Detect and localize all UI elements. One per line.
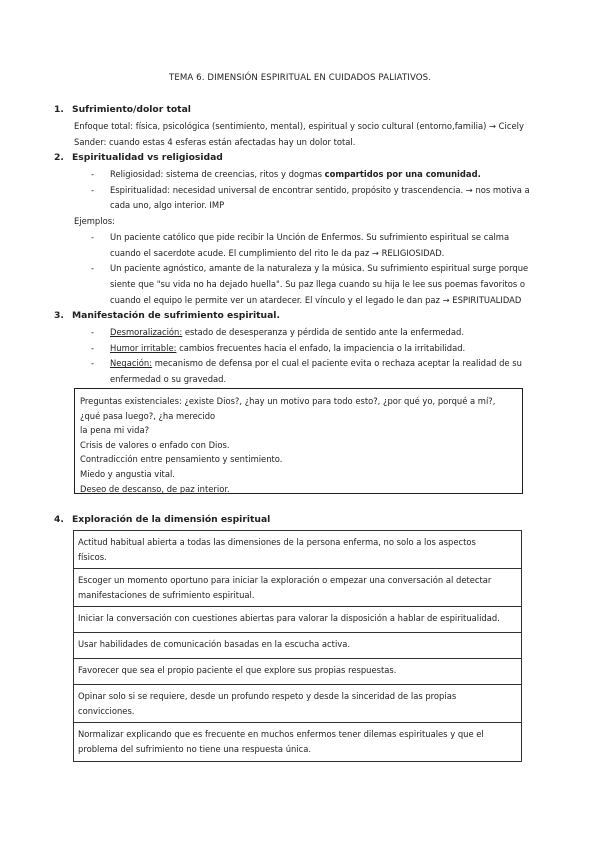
examples-label: Ejemplos:: [74, 216, 115, 227]
row-text: Normalizar explicando que es frecuente en muchos enfermos tener dilemas espirituales y que el: [78, 729, 484, 739]
bullet-text: Religiosidad: sistema de creencias, ritos y dogmas: [110, 169, 325, 179]
box-line: Deseo de descanso, de paz interior.: [80, 483, 230, 494]
bullet-text: mecanismo de defensa por el cual el paciente evita o rechaza aceptar la realidad de su: [152, 358, 522, 369]
bullet-text: Un paciente católico que pide recibir la Unción de Enfermos. Su sufrimiento espiritual se calma: [110, 231, 510, 242]
table-row: [74, 723, 521, 761]
bullet-text: cada uno, algo interior. IMP: [110, 200, 225, 211]
bullet-item: [50, 356, 560, 387]
table-row: [74, 531, 521, 569]
section-number: 4.: [54, 514, 64, 525]
dash-bullet-icon: -: [91, 358, 95, 369]
dash-bullet-icon: -: [91, 169, 95, 179]
bullet-text: enfermedad o su gravedad.: [110, 374, 227, 385]
section-number: 1.: [54, 104, 64, 115]
dash-bullet-icon: -: [91, 342, 95, 353]
row-text: Favorecer que sea el propio paciente el que explore sus propias respuestas.: [78, 665, 397, 675]
bullet-item: [50, 167, 560, 183]
exploration-table: [73, 530, 522, 762]
table-row: [74, 659, 521, 685]
box-line: Contradicción entre pensamiento y sentimiento.: [80, 454, 283, 465]
document-title: TEMA 6. DIMENSIÓN ESPIRITUAL EN CUIDADOS PALIATIVOS.: [168, 73, 432, 83]
bullet-text: cuando el equipo le permite ver un atardecer. El vínculo y el legado le dan paz → ESPIRITUALIDAD: [110, 294, 522, 305]
dash-bullet-icon: -: [91, 327, 95, 337]
existential-questions-box: [74, 388, 523, 494]
bullet-item: [50, 341, 560, 357]
row-text: problema del sufrimiento no tiene una respuesta única.: [78, 743, 312, 754]
dash-bullet-icon: -: [91, 184, 95, 195]
term-humor-irritable: Humor irritable:: [110, 342, 177, 353]
dash-bullet-icon: -: [91, 231, 95, 242]
box-line: Crisis de valores o enfado con Dios.: [80, 439, 230, 450]
heading-text: Sufrimiento/dolor total: [72, 104, 191, 115]
bullet-item: [50, 325, 560, 341]
term-negacion: Negación:: [110, 358, 153, 369]
row-text: Opinar solo si se requiere, desde un profundo respeto y desde la sinceridad de las propias: [78, 691, 457, 701]
section-1: [50, 103, 560, 150]
box-line: Preguntas existenciales: ¿existe Dios?, ¿hay un motivo para todo esto?, ¿por qué yo, porqué a mí?,: [80, 396, 496, 406]
bullet-bold-text: compartidos por una comunidad.: [324, 169, 481, 179]
table-row: [74, 569, 521, 607]
row-text: Escoger un momento oportuno para iniciar la exploración o empezar una conversación al detectar: [78, 575, 492, 585]
bullet-item: [50, 230, 560, 261]
section-1-heading: [50, 103, 560, 117]
dash-bullet-icon: -: [91, 263, 95, 274]
heading-text: Exploración de la dimensión espiritual: [72, 514, 271, 525]
table-row: [74, 633, 521, 659]
section-2: [50, 151, 560, 308]
row-text: Actitud habitual abierta a todas las dimensiones de la persona enferma, no solo a los aspectos: [78, 537, 476, 547]
bullet-text: siente que "su vida no ha dejado huella". Su paz llega cuando su hija le lee sus poemas favoritos o: [110, 278, 526, 289]
box-line: ¿qué pasa luego?, ¿ha merecido: [80, 410, 216, 421]
section-4-heading: [50, 513, 560, 527]
section-3: [50, 309, 560, 388]
section-number: 3.: [54, 310, 64, 321]
bullet-item: [50, 183, 560, 214]
heading-text: Espiritualidad vs religiosidad: [72, 152, 223, 163]
row-text: manifestaciones de sufrimiento espiritual.: [78, 589, 255, 600]
row-text: convicciones.: [78, 705, 135, 716]
bullet-text: cuando el sacerdote acude. El cumplimiento del rito le da paz → RELIGIOSIDAD.: [110, 247, 445, 258]
paragraph-line: Sander: cuando estas 4 esferas están afectadas hay un dolor total.: [74, 136, 356, 147]
section-2-heading: [50, 151, 560, 165]
bullet-text: Un paciente agnóstico, amante de la naturaleza y la música. Su sufrimiento espiritual surge porque: [110, 263, 529, 274]
box-line: Miedo y angustia vital.: [80, 468, 175, 479]
table-row: [74, 607, 521, 633]
heading-text: Manifestación de sufrimiento espiritual.: [72, 310, 280, 321]
row-text: físicos.: [78, 551, 107, 562]
bullet-item: [50, 261, 560, 308]
bullet-text: cambios frecuentes hacia el enfado, la impaciencia o la irritabilidad.: [176, 342, 466, 353]
bullet-text: Espiritualidad: necesidad universal de encontrar sentido, propósito y trascendencia. → nos motiva a: [110, 184, 530, 195]
section-number: 2.: [54, 152, 64, 163]
term-desmoralizacion: Desmoralización:: [110, 327, 183, 337]
row-text: Usar habilidades de comunicación basadas en la escucha activa.: [78, 639, 351, 649]
bullet-text: estado de desesperanza y pérdida de sentido ante la enfermedad.: [182, 327, 464, 337]
box-line: la pena mi vida?: [80, 425, 150, 436]
row-text: Iniciar la conversación con cuestiones abiertas para valorar la disposición a hablar de espiritualidad.: [78, 613, 500, 623]
table-row: [74, 685, 521, 723]
section-4: [50, 513, 560, 527]
section-3-heading: [50, 309, 560, 323]
paragraph-line: Enfoque total: física, psicológica (sentimiento, mental), espiritual y socio cultural (entorno,familia) → Cicely: [74, 121, 524, 131]
